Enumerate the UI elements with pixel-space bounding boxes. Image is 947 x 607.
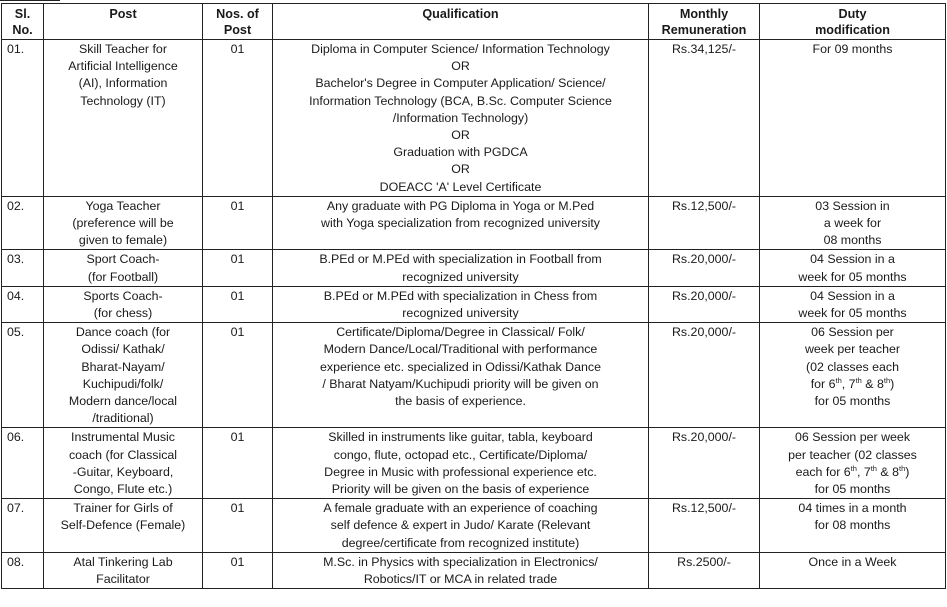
table-row: [2, 552, 946, 588]
qualification-line: A female graduate with an experience of coaching: [323, 501, 598, 516]
qualification-line: Information Technology (BCA, B.Sc. Computer Science: [309, 93, 612, 108]
post-line: Self-Defence (Female): [60, 518, 186, 533]
qualification-cell: [273, 552, 649, 588]
qualification-line: OR: [451, 162, 470, 177]
duty-line: for 05 months: [814, 482, 891, 497]
post-line: (for chess): [93, 306, 153, 321]
post-line: given to female): [78, 233, 168, 248]
header-duty-line: modification: [815, 23, 890, 37]
qualification-line: M.Sc. in Physics with specialization in Electronics/: [323, 554, 598, 569]
serial-number-cell: [2, 499, 44, 553]
post-line: Sport Coach-: [86, 252, 160, 267]
table-row: [2, 250, 946, 286]
qualification-line: experience etc. specialized in Odissi/Kathak Dance: [319, 359, 601, 374]
duty-grades-text: & 8: [876, 464, 900, 479]
header-duty: [760, 4, 946, 40]
duty-grades-text: , 7: [856, 464, 871, 479]
qualification-line: OR: [451, 59, 470, 74]
post-line: Congo, Flute etc.): [73, 482, 173, 497]
ordinal-suffix: th: [850, 463, 857, 473]
remuneration-cell: [649, 499, 760, 553]
remuneration-value: Rs.20,000/-: [671, 288, 737, 303]
post-cell: [44, 286, 203, 322]
qualification-line: Diploma in Computer Science/ Information Technology: [311, 42, 610, 56]
post-line: Instrumental Music: [71, 430, 175, 445]
nos-of-post: 01: [230, 42, 245, 56]
duty-cell: [760, 196, 946, 250]
nos-of-post-cell: [203, 40, 273, 197]
duty-line: 06 Session per: [811, 325, 894, 340]
table-row: [2, 499, 946, 553]
duty-cell: [760, 40, 946, 197]
duty-line: week for 05 months: [798, 306, 907, 321]
header-nos-line: Nos. of: [216, 7, 259, 21]
post-line: Yoga Teacher: [85, 198, 161, 213]
duty-cell: [760, 250, 946, 286]
post-cell: [44, 323, 203, 428]
qualification-line: Graduation with PGDCA: [393, 145, 528, 160]
serial-number-cell: [2, 250, 44, 286]
duty-line: (02 classes each: [806, 359, 899, 374]
post-cell: [44, 499, 203, 553]
duty-line: 08 months: [823, 233, 882, 248]
header-nos-line: Post: [223, 23, 252, 37]
duty-line: for 08 months: [814, 518, 891, 533]
ordinal-suffix: th: [835, 375, 842, 385]
remuneration-cell: [649, 323, 760, 428]
post-line: Dance coach (for: [75, 325, 171, 340]
qualification-line: Robotics/IT or MCA in related trade: [363, 572, 558, 587]
qualification-line: the basis of experience.: [395, 394, 526, 409]
post-line: Odissi/ Kathak/: [81, 342, 165, 357]
qualification-line: B.PEd or M.PEd with specialization in Football from: [319, 252, 602, 267]
qualification-line: B.PEd or M.PEd with specialization in Chess from: [323, 288, 598, 303]
duty-grades-text: ): [905, 464, 910, 479]
remuneration-cell: [649, 286, 760, 322]
serial-number-cell: [2, 286, 44, 322]
posts-table: [1, 3, 946, 589]
serial-number: 01.: [7, 42, 25, 56]
serial-number-cell: [2, 428, 44, 499]
header-qualification-line: Qualification: [422, 7, 499, 21]
nos-of-post-cell: [203, 428, 273, 499]
serial-number-cell: [2, 323, 44, 428]
nos-of-post: 01: [230, 554, 245, 569]
qualification-line: /Information Technology): [392, 110, 529, 125]
remuneration-cell: [649, 250, 760, 286]
nos-of-post: 01: [230, 198, 245, 213]
qualification-cell: [273, 40, 649, 197]
duty-line: 03 Session in: [815, 198, 890, 213]
duty-cell: [760, 323, 946, 428]
serial-number: 04.: [7, 288, 25, 303]
duty-line: 04 times in a month: [798, 501, 907, 516]
remuneration-cell: [649, 428, 760, 499]
table-row: [2, 196, 946, 250]
post-line: (for Football): [87, 269, 159, 284]
duty-cell: [760, 428, 946, 499]
duty-grades-text: , 7: [841, 376, 856, 391]
table-row: [2, 286, 946, 322]
nos-of-post: 01: [230, 288, 245, 303]
duty-grades-text: & 8: [861, 376, 884, 391]
duty-grades-text: for 6: [810, 376, 836, 391]
qualification-line: Priority will be given on the basis of experience: [331, 482, 590, 497]
post-line: -Guitar, Keyboard,: [72, 464, 174, 479]
qualification-cell: [273, 323, 649, 428]
remuneration-cell: [649, 196, 760, 250]
nos-of-post: 01: [230, 501, 245, 516]
qualification-line: Any graduate with PG Diploma in Yoga or M.Ped: [326, 198, 595, 213]
post-cell: [44, 196, 203, 250]
duty-line: week for 05 months: [798, 269, 907, 284]
header-sl: [2, 4, 44, 40]
duty-cell: [760, 552, 946, 588]
serial-number: 05.: [7, 325, 25, 340]
post-line: Atal Tinkering Lab: [73, 554, 173, 569]
post-line: /traditional): [92, 411, 154, 426]
qualification-line: Degree in Music with professional experience etc.: [324, 464, 597, 479]
post-line: coach (for Classical: [68, 447, 178, 462]
nos-of-post: 01: [230, 430, 245, 445]
qualification-cell: [273, 499, 649, 553]
qualification-line: / Bharat Natyam/Kuchipudi priority will be given on: [322, 376, 599, 391]
qualification-line: Skilled in instruments like guitar, tabla, keyboard: [328, 430, 593, 445]
serial-number: 03.: [7, 252, 25, 267]
post-line: Facilitator: [96, 572, 150, 587]
serial-number-cell: [2, 196, 44, 250]
remuneration-value: Rs.20,000/-: [671, 252, 737, 267]
post-line: Sports Coach-: [83, 288, 163, 303]
duty-line: for 05 months: [814, 394, 891, 409]
serial-number: 08.: [7, 554, 25, 569]
ordinal-suffix: th: [883, 375, 891, 385]
header-sl-line: Sl.: [14, 7, 31, 21]
post-line: Bharat-Nayam/: [81, 359, 165, 374]
qualification-line: self defence & expert in Judo/ Karate (Relevant: [330, 518, 591, 533]
ordinal-suffix: th: [855, 375, 862, 385]
serial-number: 06.: [7, 430, 25, 445]
post-line: (AI), Information: [78, 76, 168, 91]
duty-line: a week for: [823, 216, 882, 231]
serial-number-cell: [2, 40, 44, 197]
post-line: Technology (IT): [80, 93, 166, 108]
nos-of-post-cell: [203, 196, 273, 250]
qualification-cell: [273, 196, 649, 250]
table-row: [2, 323, 946, 428]
post-line: Artificial Intelligence: [68, 59, 178, 74]
remuneration-cell: [649, 552, 760, 588]
duty-grades-text: each for 6: [795, 464, 851, 479]
header-post-line: Post: [109, 7, 137, 21]
remuneration-value: Rs.12,500/-: [671, 198, 737, 213]
post-cell: [44, 552, 203, 588]
qualification-line: Bachelor's Degree in Computer Application/ Science/: [315, 76, 606, 91]
header-qualification: [273, 4, 649, 40]
remuneration-value: Rs.20,000/-: [671, 430, 737, 445]
qualification-line: recognized university: [402, 269, 519, 284]
qualification-line: Certificate/Diploma/Degree in Classical/ Folk/: [336, 325, 585, 340]
duty-line: per teacher (02 classes: [788, 447, 917, 462]
header-duty-line: Duty: [838, 7, 867, 21]
post-cell: [44, 40, 203, 197]
ordinal-suffix: th: [899, 463, 906, 473]
duty-cell: [760, 286, 946, 322]
nos-of-post-cell: [203, 552, 273, 588]
qualification-line: recognized university: [402, 306, 519, 321]
ordinal-suffix: th: [870, 463, 877, 473]
remuneration-value: Rs.12,500/-: [671, 501, 737, 516]
remuneration-cell: [649, 40, 760, 197]
header-remuneration: [649, 4, 760, 40]
header-nos: [203, 4, 273, 40]
serial-number: 07.: [7, 501, 25, 516]
remuneration-value: Rs.34,125/-: [671, 42, 737, 56]
post-cell: [44, 250, 203, 286]
post-line: Skill Teacher for: [79, 42, 167, 56]
duty-cell: [760, 499, 946, 553]
serial-number: 02.: [7, 198, 25, 213]
qualification-line: degree/certificate from recognized institute): [341, 535, 580, 550]
qualification-line: OR: [451, 128, 470, 143]
duty-grades-text: ): [890, 376, 895, 391]
table-row: [2, 40, 946, 197]
post-cell: [44, 428, 203, 499]
duty-line: 04 Session in a: [810, 288, 895, 303]
remuneration-value: Rs.20,000/-: [671, 325, 737, 340]
header-remuneration-line: Monthly: [679, 7, 729, 21]
post-line: Modern dance/local: [68, 394, 178, 409]
qualification-cell: [273, 286, 649, 322]
header-post: [44, 4, 203, 40]
remuneration-value: Rs.2500/-: [677, 554, 731, 569]
duty-line: For 09 months: [812, 42, 893, 56]
duty-line: week per teacher: [804, 342, 901, 357]
qualification-line: Modern Dance/Local/Traditional with performance: [323, 342, 598, 357]
nos-of-post-cell: [203, 499, 273, 553]
duty-line: Once in a Week: [808, 554, 897, 569]
duty-line: 04 Session in a: [810, 252, 895, 267]
qualification-line: congo, flute, octopad etc., Certificate/Diploma/: [333, 447, 588, 462]
qualification-line: with Yoga specialization from recognized university: [321, 216, 600, 231]
nos-of-post: 01: [230, 325, 245, 340]
header-remuneration-line: Remuneration: [661, 23, 747, 37]
qualification-cell: [273, 250, 649, 286]
table-row: [2, 428, 946, 499]
post-line: (preference will be: [72, 216, 174, 231]
duty-grades-line: [764, 376, 941, 393]
post-line: Trainer for Girls of: [73, 501, 173, 516]
serial-number-cell: [2, 552, 44, 588]
duty-line: 06 Session per week: [794, 430, 911, 445]
nos-of-post: 01: [230, 252, 245, 267]
nos-of-post-cell: [203, 286, 273, 322]
qualification-cell: [273, 428, 649, 499]
header-row: [2, 4, 946, 40]
nos-of-post-cell: [203, 250, 273, 286]
post-line: Kuchipudi/folk/: [82, 376, 164, 391]
qualification-line: DOEACC 'A' Level Certificate: [379, 179, 542, 194]
header-sl-line: No.: [12, 23, 33, 37]
duty-grades-line: [764, 464, 941, 481]
nos-of-post-cell: [203, 323, 273, 428]
